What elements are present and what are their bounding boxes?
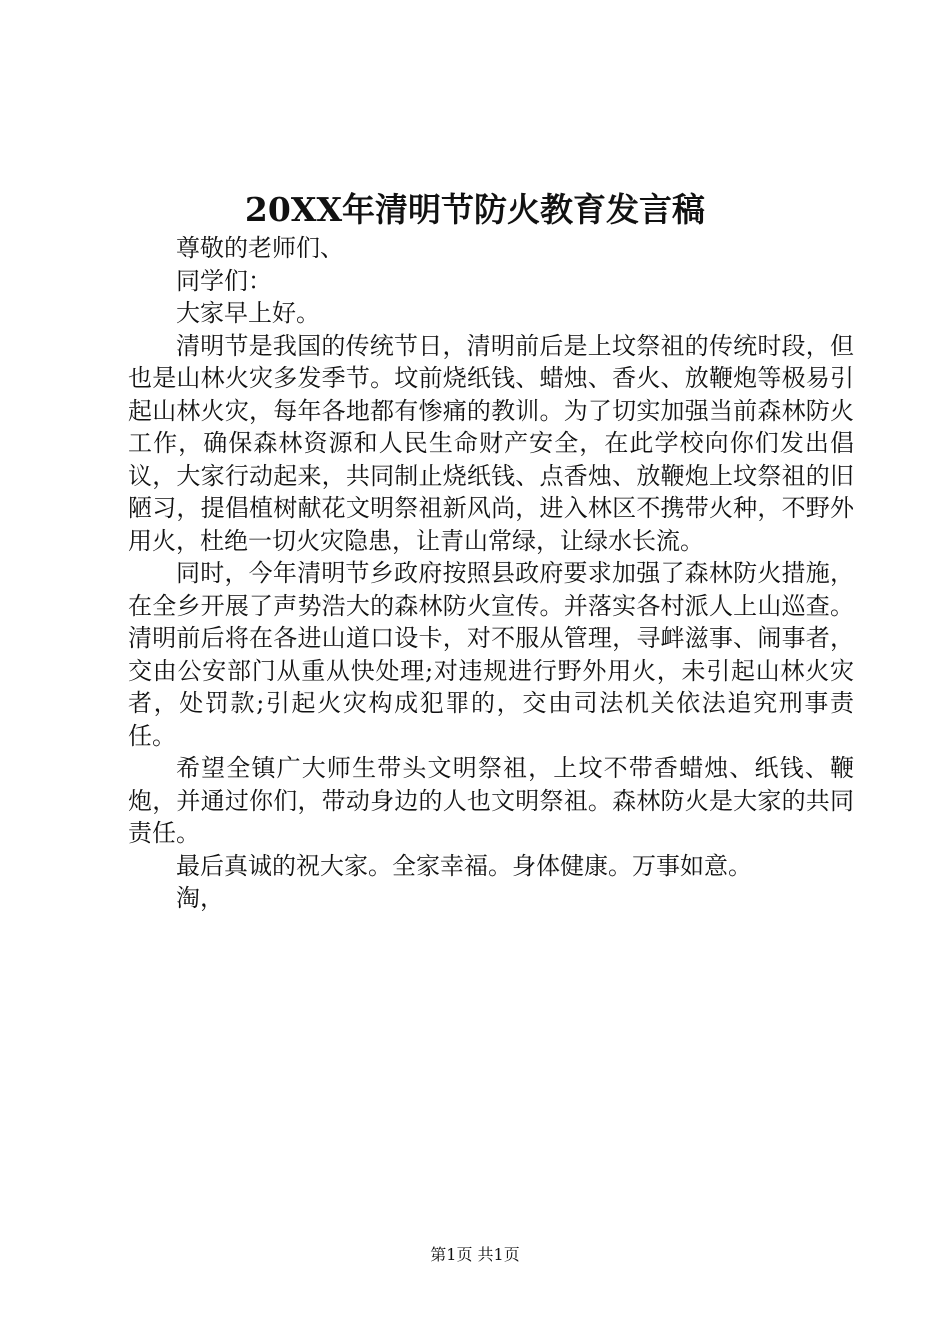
salutation-line-2: 同学们： — [176, 266, 272, 295]
body-paragraph: 希望全镇广大师生带头文明祭祖，上坟不带香蜡烛、纸钱、鞭炮，并通过你们，带动身边的人也文明祭祖。森林防火是大家的共同责任。 — [128, 754, 854, 847]
document-title: 20XX年清明节防火教育发言稿 — [244, 190, 706, 229]
closing-wishes: 最后真诚的祝大家。全家幸福。身体健康。万事如意。 — [176, 851, 752, 880]
document-body — [128, 232, 854, 915]
body-paragraph: 同时，今年清明节乡政府按照县政府要求加强了森林防火措施，在全乡开展了声势浩大的森林防火宣传。并落实各村派人上山巡查。清明前后将在各进山道口设卡，对不服从管理，寻衅滋事、闹事者，交由公安部门从重从快处理;对违规进行野外用火，未引起山林火灾者，处罚款;引起火灾构成犯罪的，交由司法机关依法追究刑事责任。 — [128, 559, 854, 750]
salutation-line-1: 尊敬的老师们、 — [176, 234, 344, 262]
page-number-footer: 第1页 共1页 — [430, 1245, 520, 1264]
greeting-line: 大家早上好。 — [176, 299, 320, 327]
body-paragraph: 清明节是我国的传统节日，清明前后是上坟祭祖的传统时段，但也是山林火灾多发季节。坟前烧纸钱、蜡烛、香火、放鞭炮等极易引起山林火灾，每年各地都有惨痛的教训。为了切实加强当前森林防火工作，确保森林资源和人民生命财产安全，在此学校向你们发出倡议，大家行动起来，共同制止烧纸钱、点香烛、放鞭炮上坟祭祖的旧陋习，提倡植树献花文明祭祖新风尚，进入林区不携带火种，不野外用火，杜绝一切火灾隐患，让青山常绿，让绿水长流。 — [128, 331, 854, 555]
closing-fragment: 淘， — [176, 884, 224, 912]
